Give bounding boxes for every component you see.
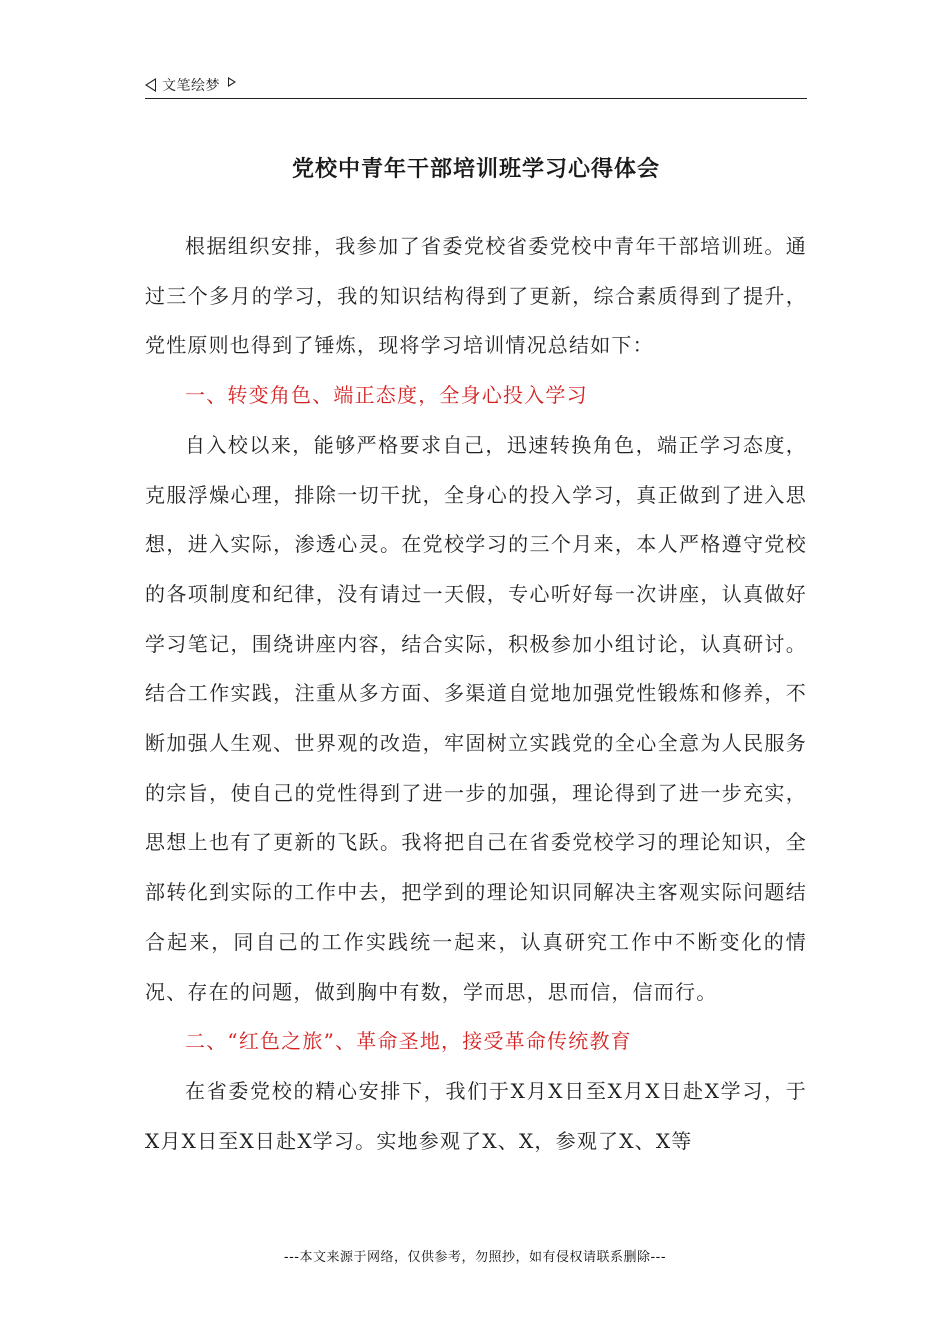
section-1-paragraph: 自入校以来，能够严格要求自己，迅速转换角色，端正学习态度，克服浮燥心理，排除一切干扰，全身心的投入学习，真正做到了进入思想，进入实际，渗透心灵。在党校学习的三个月来，本人严格遵守党校的各项制度和纪律，没有请过一天假，专心听好每一次讲座，认真做好学习笔记，围绕讲座内容，结合实际，积极参加小组讨论，认真研讨。结合工作实践，注重从多方面、多渠道自觉地加强党性锻炼和修养，不断加强人生观、世界观的改造，牢固树立实践党的全心全意为人民服务的宗旨，使自己的党性得到了进一步的加强，理论得到了进一步充实，思想上也有了更新的飞跃。我将把自己在省委党校学习的理论知识，全部转化到实际的工作中去，把学到的理论知识同解决主客观实际问题结合起来，同自己的工作实践统一起来，认真研究工作中不断变化的情况、存在的问题，做到胸中有数，学而思，思而信，信而行。 xyxy=(145,432,807,1004)
section-heading-1: 一、转变角色、端正态度，全身心投入学习 xyxy=(185,383,588,408)
triangle-left-icon xyxy=(145,78,156,92)
document-body xyxy=(145,222,807,1166)
header-brand: 文笔绘梦 xyxy=(162,78,220,94)
section-2-paragraph: 在省委党校的精心安排下，我们于X月X日至X月X日赴X学习，于X月X日至X日赴X学习。实地参观了X、X，参观了X、X等 xyxy=(145,1078,807,1153)
page-header xyxy=(145,72,807,99)
triangle-right-icon xyxy=(228,77,236,87)
section-heading-2: 二、“红色之旅”、革命圣地，接受革命传统教育 xyxy=(185,1029,632,1054)
document-title: 党校中青年干部培训班学习心得体会 xyxy=(291,156,660,182)
intro-paragraph: 根据组织安排，我参加了省委党校省委党校中青年干部培训班。通过三个多月的学习，我的知识结构得到了更新，综合素质得到了提升，党性原则也得到了锤炼，现将学习培训情况总结如下： xyxy=(145,234,807,358)
page-footer-disclaimer: ---本文来源于网络，仅供参考，勿照抄，如有侵权请联系删除--- xyxy=(283,1250,667,1265)
